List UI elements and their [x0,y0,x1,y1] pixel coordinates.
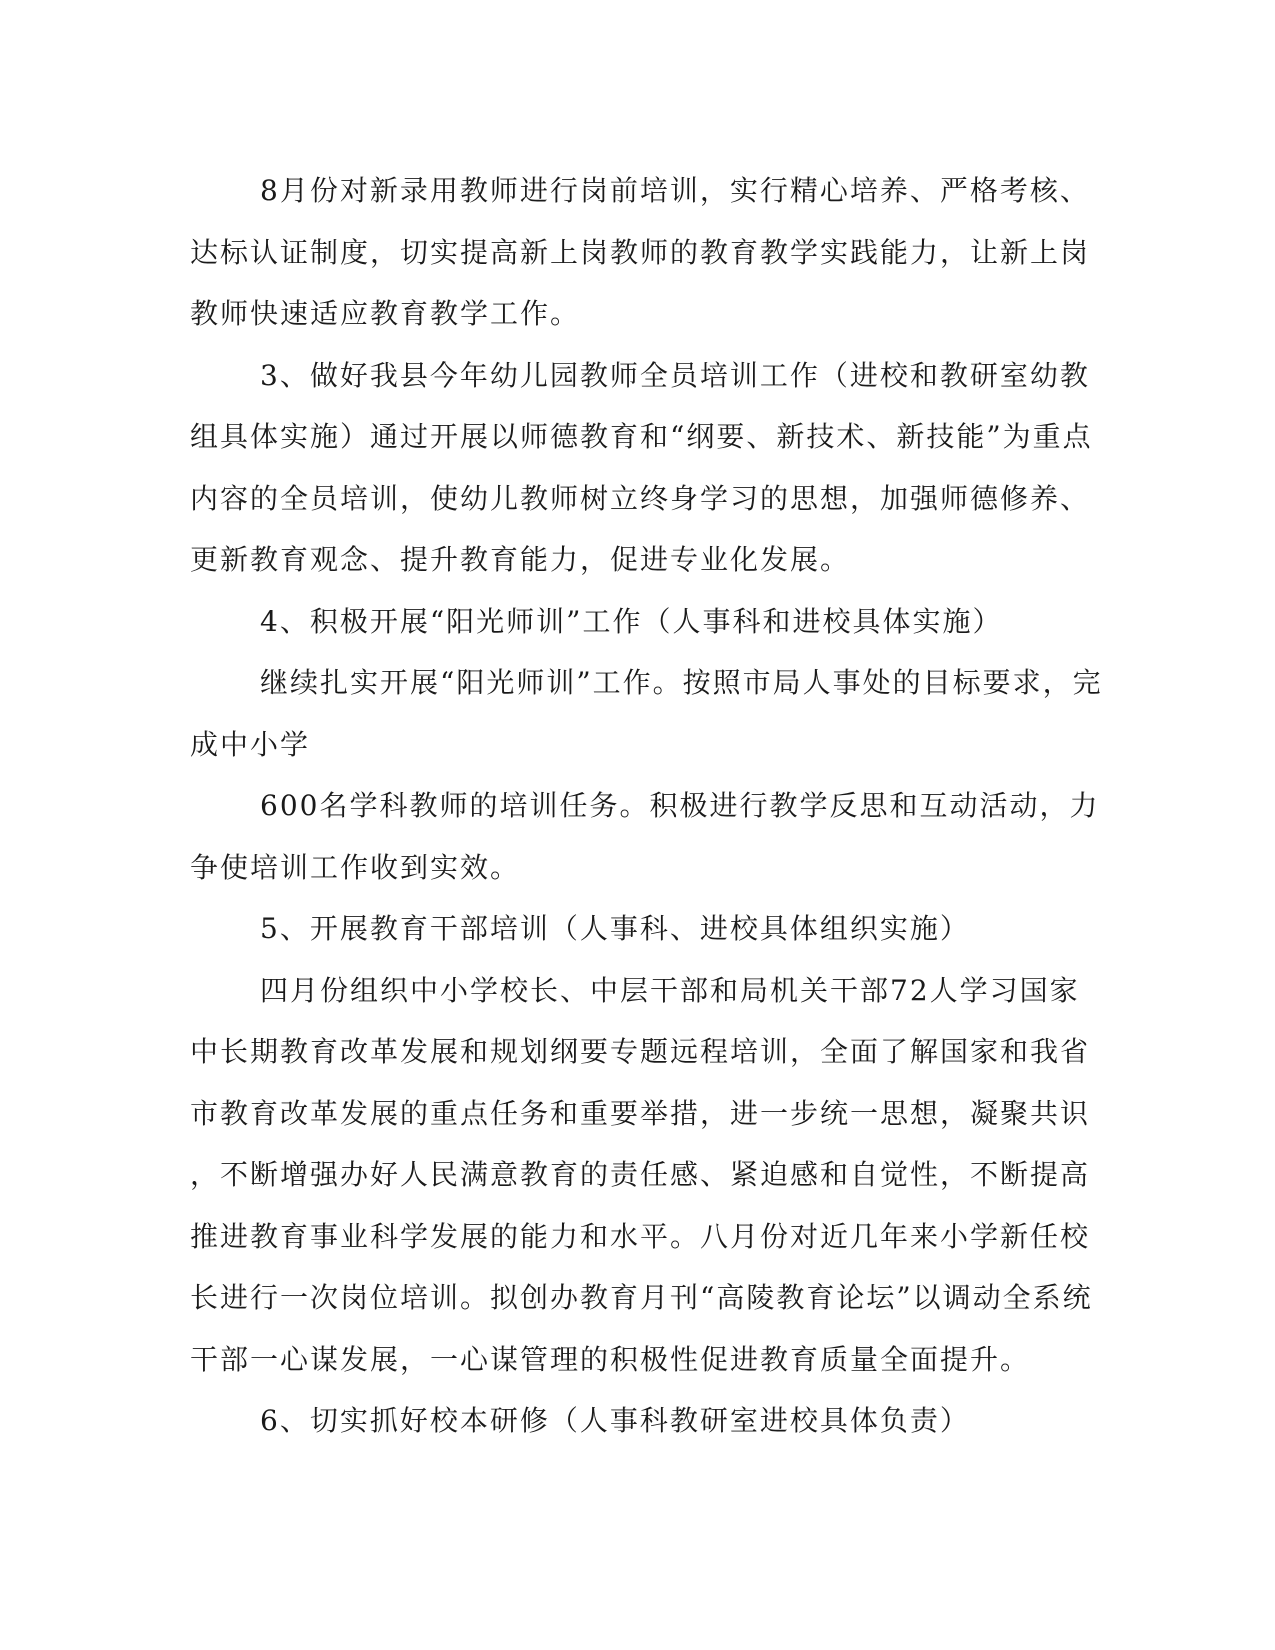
text-line: 8月份对新录用教师进行岗前培训，实行精心培养、严格考核、 [260,174,1090,207]
section-heading: 5、开展教育干部培训（人事科、进校具体组织实施） [260,912,970,945]
text-line: 达标认证制度，切实提高新上岗教师的教育教学实践能力，让新上岗 [190,235,1091,269]
text-line: 市教育改革发展的重点任务和重要举措，进一步统一思想，凝聚共识 [190,1096,1091,1130]
document-body [190,160,1103,1452]
text-line: 中长期教育改革发展和规划纲要专题远程培训，全面了解国家和我省 [190,1035,1091,1068]
text-line: ，不断增强办好人民满意教育的责任感、紧迫感和自觉性，不断提高 [190,1158,1091,1191]
text-line: 四月份组织中小学校长、中层干部和局机关干部72人学习国家 [260,973,1080,1007]
text-line: 继续扎实开展“阳光师训”工作。按照市局人事处的目标要求，完 [260,666,1103,699]
text-line: 推进教育事业科学发展的能力和水平。八月份对近几年来小学新任校 [190,1219,1091,1253]
text-line: 组具体实施）通过开展以师德教育和“纲要、新技术、新技能”为重点 [190,420,1093,453]
text-line: 内容的全员培训，使幼儿教师树立终身学习的思想，加强师德修养、 [190,481,1091,515]
section-heading: 4、积极开展“阳光师训”工作（人事科和进校具体实施） [260,604,1003,638]
text-line: 干部一心谋发展，一心谋管理的积极性促进教育质量全面提升。 [190,1342,1031,1376]
text-line: 更新教育观念、提升教育能力，促进专业化发展。 [190,543,851,576]
text-line: 600名学科教师的培训任务。积极进行教学反思和互动活动，力 [260,789,1100,822]
text-line: 成中小学 [190,727,311,761]
section-heading: 6、切实抓好校本研修（人事科教研室进校具体负责） [260,1404,970,1437]
text-line: 争使培训工作收到实效。 [190,850,521,884]
text-line: 3、做好我县今年幼儿园教师全员培训工作（进校和教研室幼教 [260,358,1090,392]
text-line: 长进行一次岗位培训。拟创办教育月刊“高陵教育论坛”以调动全系统 [190,1281,1093,1314]
text-line: 教师快速适应教育教学工作。 [190,297,581,330]
